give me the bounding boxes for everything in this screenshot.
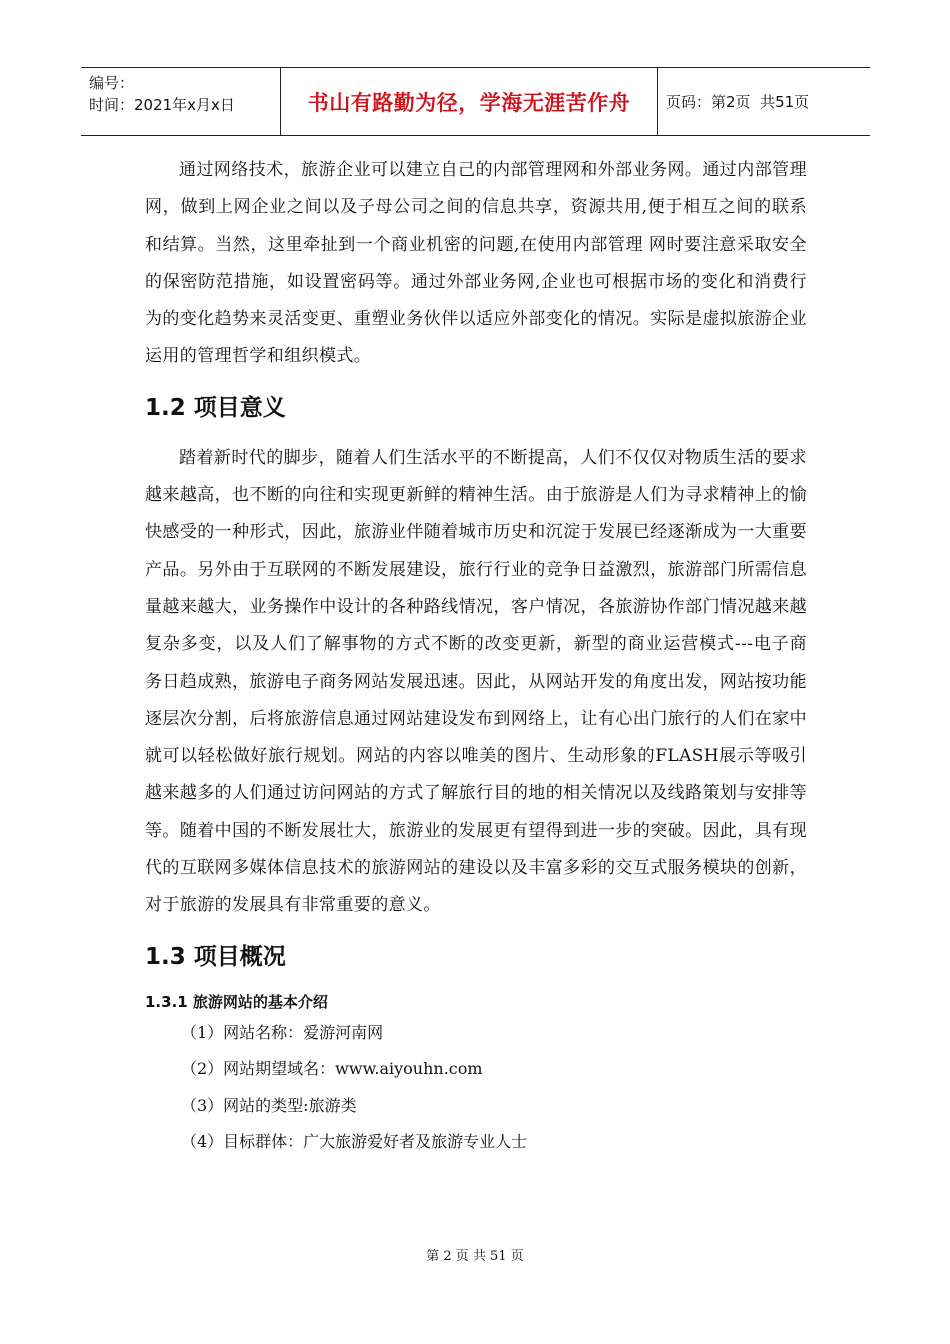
header-meta <box>81 68 281 135</box>
list-item: （2）网站期望域名：www.aiyouhn.com <box>181 1059 483 1079</box>
intro-paragraph: 通过网络技术，旅游企业可以建立自己的内部管理网和外部业务网。通过内部管理网，做到上网企业之间以及子母公司之间的信息共享，资源共用,便于相互之间的联系和结算。当然，这里牵扯到一个商业机密的问题,在使用内部管理 网时要注意采取安全的保密防范措施，如设置密码等。通过外部业务网,企业也可根据市场的变化和消费行为的变化趋势来灵活变更、重塑业务伙伴以适应外部变化的情况。实际是虚拟旅游企业运用的管理哲学和组织模式。 <box>145 160 807 367</box>
website-info-list <box>145 1015 807 1161</box>
section-1-2-paragraph: 踏着新时代的脚步，随着人们生活水平的不断提高，人们不仅仅对物质生活的要求越来越高，也不断的向往和实现更新鲜的精神生活。由于旅游是人们为寻求精神上的愉快感受的一种形式，因此，旅游业伴随着城市历史和沉淀于发展已经逐渐成为一大重要产品。另外由于互联网的不断发展建设，旅行行业的竞争日益激烈，旅游部门所需信息量越来越大，业务操作中设计的各种路线情况，客户情况，各旅游协作部门情况越来越复杂多变，以及人们了解事物的方式不断的改变更新，新型的商业运营模式---电子商务日趋成熟，旅游电子商务网站发展迅速。因此，从网站开发的角度出发，网站按功能逐层次分割，后将旅游信息通过网站建设发布到网络上，让有心出门旅行的人们在家中就可以轻松做好旅行规划。网站的内容以唯美的图片、生动形象的FLASH展示等吸引越来越多的人们通过访问网站的方式了解旅行目的地的相关情况以及线路策划与安排等等。随着中国的不断发展壮大，旅游业的发展更有望得到进一步的突破。因此，具有现代的互联网多媒体信息技术的旅游网站的建设以及丰富多彩的交互式服务模块的创新，对于旅游的发展具有非常重要的意义。 <box>145 447 807 916</box>
header-page-number: 页码：第2页 共51页 <box>666 93 810 111</box>
list-item: （4）目标群体：广大旅游爱好者及旅游专业人士 <box>181 1132 528 1152</box>
document-number-label: 编号： <box>89 74 135 92</box>
document-date-label: 时间：2021年x月x日 <box>89 96 235 114</box>
header-motto: 书山有路勤为径，学海无涯苦作舟 <box>281 68 658 135</box>
subsection-heading-1-3-1: 1.3.1 旅游网站的基本介绍 <box>145 992 328 1011</box>
list-item: （3）网站的类型:旅游类 <box>181 1095 357 1115</box>
section-heading-1-2: 1.2 项目意义 <box>145 394 286 421</box>
section-heading-1-3: 1.3 项目概况 <box>145 943 286 970</box>
list-item: （1）网站名称：爱游河南网 <box>181 1022 384 1042</box>
page-header <box>81 67 870 136</box>
page-footer: 第 2 页 共 51 页 <box>426 1249 524 1264</box>
document-body <box>145 152 807 1161</box>
